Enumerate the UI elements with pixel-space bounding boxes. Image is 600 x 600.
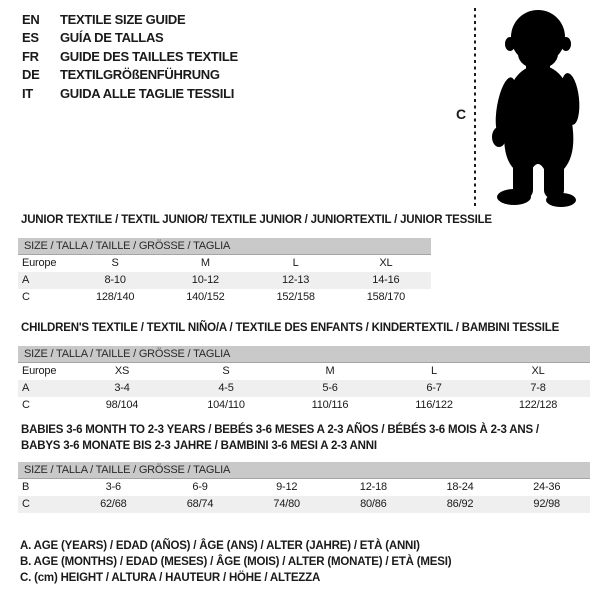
legend-line-b: B. AGE (MONTHS) / EDAD (MESES) / ÂGE (MOIS) / ALTER (MONATE) / ETÀ (MESI) <box>20 556 452 568</box>
legend-line-c: C. (cm) HEIGHT / ALTURA / HAUTEUR / HÖHE / ALTEZZA <box>20 572 321 584</box>
table-row-age <box>18 272 431 289</box>
size-cell: S <box>111 257 119 269</box>
table-row-age-months <box>18 479 590 496</box>
language-row-en <box>22 10 238 29</box>
row-label: C <box>22 399 30 411</box>
junior-textile-table <box>18 214 492 306</box>
language-title-list <box>22 10 238 103</box>
size-cell: M <box>325 365 335 377</box>
language-row-de <box>22 66 238 85</box>
guide-title: GUIDA ALLE TAGLIE TESSILI <box>60 85 235 101</box>
size-cell: XL <box>379 257 393 269</box>
size-cell: 128/140 <box>95 291 135 303</box>
babies-textile-table <box>18 423 590 513</box>
children-textile-table <box>18 322 590 414</box>
table-row-europe <box>18 255 431 272</box>
table-row-height <box>18 397 590 414</box>
size-cell: 12-13 <box>282 274 310 286</box>
table-row-europe <box>18 363 590 380</box>
size-cell: 3-6 <box>105 481 121 493</box>
size-cell: M <box>200 257 210 269</box>
guide-title: GUÍA DE TALLAS <box>60 30 164 46</box>
measure-label-c: C <box>456 106 467 122</box>
size-header-bar: SIZE / TALLA / TAILLE / GRÖSSE / TAGLIA <box>18 462 590 479</box>
language-row-fr <box>22 47 238 66</box>
table-title: JUNIOR TEXTILE / TEXTIL JUNIOR/ TEXTILE JUNIOR / JUNIORTEXTIL / JUNIOR TESSILE <box>21 214 492 226</box>
size-cell: 14-16 <box>372 274 400 286</box>
table-row-height <box>18 289 431 306</box>
guide-title: TEXTILE SIZE GUIDE <box>60 11 186 27</box>
row-label: A <box>22 382 30 394</box>
size-cell: 116/122 <box>415 399 453 411</box>
size-cell: 62/68 <box>100 498 127 510</box>
size-cell: 92/98 <box>533 498 560 510</box>
height-measure-figure <box>450 4 596 210</box>
size-cell: L <box>431 365 437 377</box>
size-cell: XS <box>114 365 130 377</box>
language-code: FR <box>22 48 39 64</box>
row-label: C <box>22 498 30 510</box>
size-cell: 122/128 <box>518 399 558 411</box>
language-code: IT <box>22 85 33 101</box>
size-cell: 104/110 <box>207 399 245 411</box>
size-cell: L <box>292 257 299 269</box>
row-label: B <box>22 481 30 493</box>
size-cell: 8-10 <box>104 274 126 286</box>
size-cell: S <box>222 365 230 377</box>
size-cell: 24-36 <box>533 481 561 493</box>
size-cell: 7-8 <box>530 382 546 394</box>
row-label: C <box>22 291 30 303</box>
size-cell: 140/152 <box>186 291 225 303</box>
size-cell: 110/116 <box>311 399 349 411</box>
size-cell: 80/86 <box>360 498 387 510</box>
size-cell: 10-12 <box>191 274 219 286</box>
size-cell: 5-6 <box>322 382 338 394</box>
language-code: EN <box>22 11 40 27</box>
size-cell: 74/80 <box>273 498 300 510</box>
size-cell: 9-12 <box>276 481 298 493</box>
language-code: ES <box>22 30 39 46</box>
size-cell: 12-18 <box>359 481 387 493</box>
measurement-legend <box>20 538 451 586</box>
legend-line-a: A. AGE (YEARS) / EDAD (AÑOS) / ÂGE (ANS) / ALTER (JAHRE) / ETÀ (ANNI) <box>20 540 420 552</box>
row-label: Europe <box>22 365 57 377</box>
table-row-age <box>18 380 590 397</box>
table-title-line2: BABYS 3-6 MONATE BIS 2-3 JAHRE / BAMBINI 3-6 MESI A 2-3 ANNI <box>21 439 377 452</box>
table-title-block <box>18 423 590 454</box>
size-header-bar: SIZE / TALLA / TAILLE / GRÖSSE / TAGLIA <box>18 238 431 255</box>
guide-title: TEXTILGRÖßENFÜHRUNG <box>60 67 220 83</box>
language-row-es <box>22 29 238 48</box>
language-code: DE <box>22 67 40 83</box>
size-cell: XL <box>531 365 545 377</box>
guide-title: GUIDE DES TAILLES TEXTILE <box>60 48 238 64</box>
toddler-silhouette-icon <box>484 6 594 208</box>
table-title-line1: BABIES 3-6 MONTH TO 2-3 YEARS / BEBÉS 3-6 MESES A 2-3 AÑOS / BÉBÉS 3-6 MOIS À 2-3 ANS / <box>21 424 539 436</box>
size-cell: 86/92 <box>446 498 474 510</box>
row-label: Europe <box>22 257 57 269</box>
size-cell: 152/158 <box>276 291 315 303</box>
size-cell: 6-7 <box>426 382 442 394</box>
size-cell: 4-5 <box>218 382 234 394</box>
size-cell: 3-4 <box>114 382 130 394</box>
size-cell: 68/74 <box>186 498 214 510</box>
size-cell: 158/170 <box>366 291 406 303</box>
dashed-height-line <box>474 8 476 208</box>
size-cell: 98/104 <box>105 399 139 411</box>
language-row-it <box>22 84 238 103</box>
table-row-height <box>18 496 590 513</box>
table-title: CHILDREN'S TEXTILE / TEXTIL NIÑO/A / TEXTILE DES ENFANTS / KINDERTEXTIL / BAMBINI TESSILE <box>21 322 560 334</box>
size-cell: 6-9 <box>192 481 208 493</box>
size-header-bar: SIZE / TALLA / TAILLE / GRÖSSE / TAGLIA <box>18 346 590 363</box>
row-label: A <box>22 274 30 286</box>
size-cell: 18-24 <box>446 481 474 493</box>
